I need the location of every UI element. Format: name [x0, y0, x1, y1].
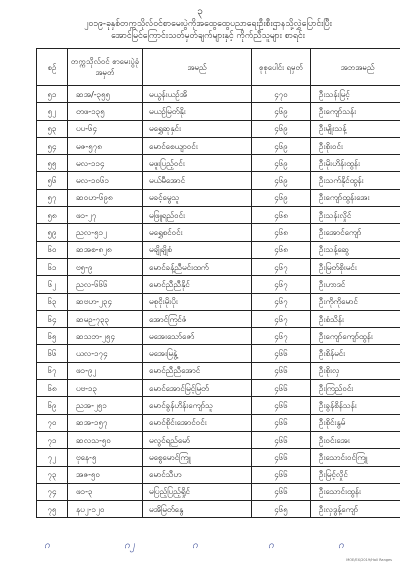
- cell-name: မောင်ခန့်ညီမင်းထက်: [143, 258, 252, 275]
- cell-name: မစွေမောင်ကြူ: [143, 449, 252, 466]
- signature-5: ဂ: [337, 539, 345, 552]
- table-row: [37, 466, 400, 483]
- table-row: [37, 362, 400, 379]
- cell-father-name: ဦးသက်နိုင်ထွန်း: [311, 172, 400, 189]
- cell-roll-number: ညလ-၆၆၆: [68, 276, 143, 293]
- table-row: [37, 397, 400, 414]
- cell-serial: ၅၁: [37, 86, 68, 103]
- cell-total-marks: ၄၆၈: [252, 224, 311, 241]
- cell-father-name: ဦးကိုကိုမောင်: [311, 293, 400, 310]
- cell-father-name: ဦးသန်းမြင့်: [311, 86, 400, 103]
- cell-total-marks: ၄၆၆: [252, 397, 311, 414]
- cell-father-name: ဦးစိုင်းနွမ်: [311, 414, 400, 431]
- cell-roll-number: တဖ-၁၃၅: [68, 103, 143, 120]
- table-row: [37, 224, 400, 241]
- cell-father-name: ဦးခွန်စိန်သန်း: [311, 397, 400, 414]
- cell-name: မယဉ်မြတ်နိုး: [143, 103, 252, 120]
- cell-serial: ၇၅: [37, 501, 68, 518]
- cell-roll-number: နပ၂-၁၂၀: [68, 501, 143, 518]
- cell-father-name: ဦးကျော်ကျော်ထွန်း: [311, 328, 400, 345]
- cell-name: မရွှေဆုနှင်း: [143, 120, 252, 137]
- cell-roll-number: မဇ-၅၇၈: [68, 137, 143, 154]
- signature-4: ဂ: [267, 539, 275, 552]
- cell-father-name: ဦးစိုးဝင်း: [311, 137, 400, 154]
- table-row: [37, 293, 400, 310]
- cell-serial: ၆၀: [37, 241, 68, 258]
- cell-serial: ၇၁: [37, 431, 68, 448]
- header-roll-number: တက္ကသိုလ်ဝင် စာမေးပွဲခုံအမှတ်: [68, 49, 143, 86]
- document-title-line-1: ၂၀၁၉-ခုနှစ်တက္ကသိုလ်ဝင်စာမေးပွဲကိုအထွေထွေပညာရေးဦးစီးဌာနသို့လွှဲပြောင်းပြီး: [84, 19, 332, 29]
- table-row: [37, 501, 400, 518]
- cell-name: မစုငိုးမိုးပိုး: [143, 293, 252, 310]
- cell-total-marks: ၄၆၆: [252, 362, 311, 379]
- cell-total-marks: ၄၆၉: [252, 189, 311, 206]
- table-row: [37, 414, 400, 431]
- header-name: အမည်: [143, 49, 252, 86]
- cell-name: မပြည့်ပြည့်ရှိုင်: [143, 483, 252, 500]
- cell-name: မဖူးပြည့်ဝင်း: [143, 155, 252, 172]
- cell-roll-number: ဆအ-၁၅၇: [68, 414, 143, 431]
- cell-serial: ၅၈: [37, 207, 68, 224]
- cell-total-marks: ၄၆၉: [252, 137, 311, 154]
- cell-name: မအိမြတ်နွေ: [143, 501, 252, 518]
- cell-roll-number: ယလ-၁၇၄: [68, 345, 143, 362]
- cell-name: အောင်ကြင်ဇံ: [143, 310, 252, 327]
- page-number: ၃: [197, 6, 203, 17]
- cell-name: မောင်စေယျာဝင်း: [143, 137, 252, 154]
- cell-father-name: ဦးကြည်ဝင်း: [311, 380, 400, 397]
- cell-serial: ၇၂: [37, 449, 68, 466]
- cell-serial: ၆၉: [37, 397, 68, 414]
- cell-father-name: ဦးစိန်မင်း: [311, 345, 400, 362]
- cell-father-name: ဦးသန့်ဆွေ: [311, 241, 400, 258]
- cell-roll-number: ပဗ-၁၃: [68, 380, 143, 397]
- cell-serial: ၆၇: [37, 362, 68, 379]
- cell-name: မယ်မီအောင်: [143, 172, 252, 189]
- cell-total-marks: ၄၆၆: [252, 345, 311, 362]
- cell-father-name: ဦးကျော်သန်း: [311, 103, 400, 120]
- cell-roll-number: ဖ၁-၂၇: [68, 207, 143, 224]
- table-row: [37, 483, 400, 500]
- cell-serial: ၅၂: [37, 103, 68, 120]
- signature-2: ဂ၂: [123, 539, 135, 552]
- cell-name: မလွင်ရည်မော်: [143, 431, 252, 448]
- cell-father-name: ဦးမြတ်စိုးမင်း: [311, 258, 400, 275]
- cell-roll-number: ဆ၀ဟ-၆၉၈: [68, 189, 143, 206]
- table-row: [37, 172, 400, 189]
- cell-father-name: ဦးဟာဒင်: [311, 276, 400, 293]
- cell-total-marks: ၄၆၇: [252, 258, 311, 275]
- cell-serial: ၆၆: [37, 345, 68, 362]
- cell-name: မခင့်မွေသူ: [143, 189, 252, 206]
- cell-roll-number: အဇ-၅၀: [68, 466, 143, 483]
- cell-father-name: ဦးကျော်ထွန်းအေး: [311, 189, 400, 206]
- cell-serial: ၅၇: [37, 189, 68, 206]
- cell-roll-number: ဖ၁-၃: [68, 483, 143, 500]
- cell-roll-number: ညအ-၂၅၁: [68, 397, 143, 414]
- cell-total-marks: ၄၆၈: [252, 241, 311, 258]
- cell-roll-number: မလ-၁၁၄: [68, 155, 143, 172]
- cell-father-name: ဦးသန်းလှိုင်: [311, 207, 400, 224]
- cell-name: မောင်ညီညီအောင်: [143, 362, 252, 379]
- cell-roll-number: မလ-၁၀၆၁: [68, 172, 143, 189]
- table-row: [37, 103, 400, 120]
- cell-father-name: ဦးစိုးလှ: [311, 362, 400, 379]
- cell-roll-number: ဖ၁-၉၂: [68, 362, 143, 379]
- cell-total-marks: ၄၆၅: [252, 501, 311, 518]
- header-father-name: အဘအမည်: [311, 49, 400, 86]
- cell-serial: ၇၄: [37, 483, 68, 500]
- cell-name: မရွှေစင်ဝင်း: [143, 224, 252, 241]
- cell-father-name: ဦးမျိုးသန့်: [311, 120, 400, 137]
- cell-name: မအေးသော်ဇော်: [143, 328, 252, 345]
- table-row: [37, 449, 400, 466]
- cell-name: မောင်စိုင်းအောင်ဝင်း: [143, 414, 252, 431]
- signature-3: ဂ: [191, 539, 199, 552]
- header-total-marks: စုစုပေါင်း ရမှတ်: [252, 49, 311, 86]
- cell-serial: ၇၃: [37, 466, 68, 483]
- cell-father-name: ဦးသောင်းဝင်ကြူ: [311, 449, 400, 466]
- cell-serial: ၆၃: [37, 293, 68, 310]
- cell-serial: ၅၆: [37, 172, 68, 189]
- cell-serial: ၆၄: [37, 310, 68, 327]
- cell-total-marks: ၄၆၉: [252, 172, 311, 189]
- cell-father-name: ဦးသောင်းထွန်း: [311, 483, 400, 500]
- cell-name: မောင်အောင်မြင့်မြတ်: [143, 380, 252, 397]
- cell-father-name: ဦးဝင်းအေး: [311, 431, 400, 448]
- cell-name: မယွန်းယဉ်အိ: [143, 86, 252, 103]
- cell-roll-number: ညလ-၅၁၂: [68, 224, 143, 241]
- footer-note: MOE/EX/2019/Hall Ranges: [346, 558, 392, 562]
- cell-total-marks: ၄၆၆: [252, 466, 311, 483]
- table-row: [37, 431, 400, 448]
- cell-total-marks: ၄၆၇: [252, 310, 311, 327]
- cell-father-name: ဦးမြင့်လှိုင်: [311, 466, 400, 483]
- cell-name: မအေးမြနွဲ့: [143, 345, 252, 362]
- cell-serial: ၆၂: [37, 276, 68, 293]
- cell-serial: ၅၄: [37, 137, 68, 154]
- table-row: [37, 189, 400, 206]
- table-row: [37, 380, 400, 397]
- table-row: [37, 345, 400, 362]
- cell-total-marks: ၄၆၆: [252, 483, 311, 500]
- cell-serial: ၅၉: [37, 224, 68, 241]
- cell-total-marks: ၄၆၇: [252, 293, 311, 310]
- cell-roll-number: ဆသဘ-၂၅၄: [68, 328, 143, 345]
- cell-total-marks: ၄၆၆: [252, 449, 311, 466]
- cell-total-marks: ၄၇၀: [252, 86, 311, 103]
- cell-serial: ၅၃: [37, 120, 68, 137]
- cell-roll-number: ဗ၅-၉: [68, 258, 143, 275]
- cell-total-marks: ၄၆၈: [252, 207, 311, 224]
- signature-1: ဂ: [43, 539, 51, 552]
- table-row: [37, 86, 400, 103]
- cell-serial: ၅၅: [37, 155, 68, 172]
- table-row: [37, 207, 400, 224]
- table-row: [37, 328, 400, 345]
- cell-father-name: ဦးလှဒွန့်ကျော်: [311, 501, 400, 518]
- cell-serial: ၆၁: [37, 258, 68, 275]
- cell-roll-number: ဆလသ-၅၀: [68, 431, 143, 448]
- cell-roll-number: ပပ-၆၄: [68, 120, 143, 137]
- cell-total-marks: ၄၆၉: [252, 155, 311, 172]
- cell-name: မောင်ညီညီနိုင်: [143, 276, 252, 293]
- results-table: [36, 48, 400, 518]
- cell-serial: ၆၅: [37, 328, 68, 345]
- cell-total-marks: ၄၆၉: [252, 103, 311, 120]
- table-row: [37, 276, 400, 293]
- cell-total-marks: ၄၆၉: [252, 120, 311, 137]
- table-row: [37, 241, 400, 258]
- cell-roll-number: ဆအစ-၈၂၈: [68, 241, 143, 258]
- table-row: [37, 258, 400, 275]
- cell-father-name: ဦးမိုးဟိန်းထွန်း: [311, 155, 400, 172]
- cell-name: မချိုချိုစံ: [143, 241, 252, 258]
- document-title-line-2: အောင်မြင်ကြောင်းသတ်မှတ်ချက်များနှင့် ကိုက်ညီသူများ စာရင်း: [111, 31, 305, 41]
- cell-serial: ၆၈: [37, 380, 68, 397]
- cell-name: မောင်ခွန်ဟိန်းကျော်သူ: [143, 397, 252, 414]
- cell-total-marks: ၄၆၆: [252, 380, 311, 397]
- cell-total-marks: ၄၆၆: [252, 431, 311, 448]
- table-row: [37, 137, 400, 154]
- cell-father-name: ဦးအောင်ကျော်: [311, 224, 400, 241]
- table-row: [37, 155, 400, 172]
- header-serial: စဉ်: [37, 49, 68, 86]
- cell-total-marks: ၄၆၆: [252, 414, 311, 431]
- cell-roll-number: ဆအ/-၃၅၅: [68, 86, 143, 103]
- cell-father-name: ဦးစံသိန်း: [311, 310, 400, 327]
- table-row: [37, 120, 400, 137]
- cell-roll-number: ဆမဉ-၇၃၃: [68, 310, 143, 327]
- cell-serial: ၇၀: [37, 414, 68, 431]
- cell-roll-number: ဗုနေ-၅: [68, 449, 143, 466]
- cell-name: မဖြူရည်ဝင်း: [143, 207, 252, 224]
- cell-roll-number: ဆဗဟ-၂၃၄: [68, 293, 143, 310]
- cell-total-marks: ၄၆၇: [252, 328, 311, 345]
- table-header-row: [37, 49, 400, 86]
- cell-name: မောင်သီဟ: [143, 466, 252, 483]
- table-row: [37, 310, 400, 327]
- cell-total-marks: ၄၆၇: [252, 276, 311, 293]
